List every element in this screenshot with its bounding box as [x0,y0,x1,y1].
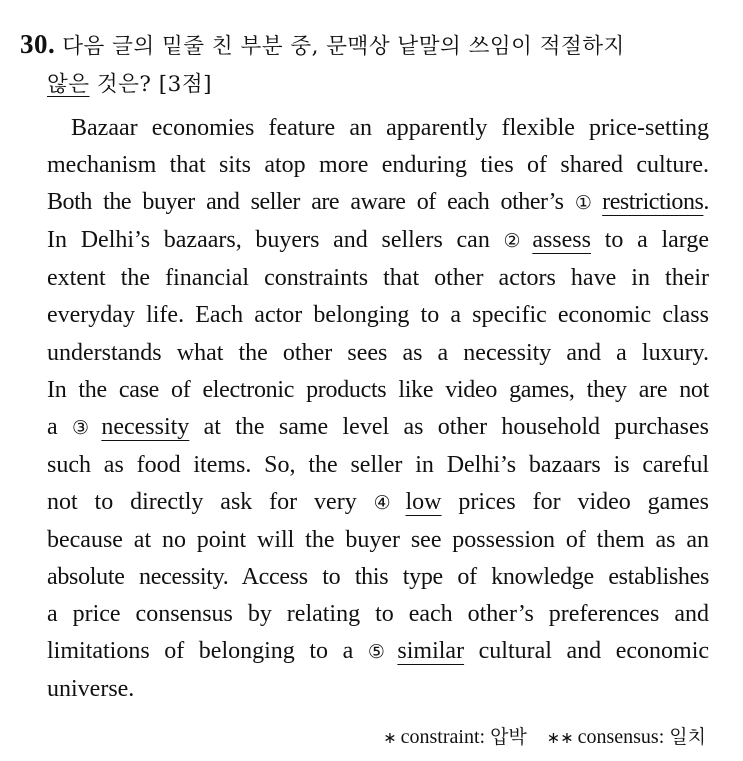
passage-line: universe. [47,676,135,703]
question-prompt-line1: 다음 글의 밑줄 친 부분 중, 문맥상 낱말의 쓰임이 적절하지 [62,34,625,59]
passage-text: cultural and economic [478,638,710,665]
choice-3-word: necessity [101,413,190,440]
question-prompt-rest: 것은? [3점] [89,72,213,97]
glossary [383,722,706,749]
passage-text: . [703,189,709,216]
passage-line: because at no point will the buyer see possession of them as an [47,527,709,554]
choice-5-marker: ⑤ [367,641,394,664]
passage-line: Bazaar economies feature an apparently flexible price-setting [71,115,709,141]
passage [47,110,709,709]
passage-line: In the case of electronic products like video games, they are not [47,376,709,403]
glossary-meaning: 일치 [669,726,706,748]
glossary-term: consensus: [577,726,665,748]
passage-text: limitations of belonging to a [47,638,354,665]
passage-line: everyday life. Each actor belonging to a specific economic class [47,302,709,329]
choice-3-marker: ③ [71,416,98,439]
passage-line: understands what the other sees as a necessity and a luxury. [47,339,709,366]
question-prompt-line2 [47,65,720,105]
choice-2-word: assess [532,227,591,254]
glossary-term: constraint: [400,726,486,748]
choice-1-word: restrictions [602,189,704,216]
choice-5-word: similar [397,638,465,665]
passage-line: a price consensus by relating to each other’s preferences and [47,601,709,628]
passage-text: prices for video games [458,488,709,515]
passage-line: absolute necessity. Access to this type of knowledge establishes [47,564,709,591]
choice-2-marker: ② [503,230,529,253]
question-header [20,24,720,105]
passage-line [47,222,709,260]
glossary-marker: ∗ [383,728,397,747]
glossary-meaning: 압박 [490,726,527,748]
question-number: 30. [20,29,56,59]
choice-4-word: low [405,488,442,515]
passage-line [47,633,709,671]
passage-line: mechanism that sits atop more enduring ties of shared culture. [47,152,709,179]
passage-text: not to directly ask for very [47,488,357,515]
question-prompt-emphasis: 않은 [47,72,90,97]
glossary-marker: ∗∗ [546,728,574,747]
passage-text: to a large [604,227,709,254]
passage-line: such as food items. So, the seller in Delhi’s bazaars is careful [47,451,709,478]
passage-text: at the same level as other household purchases [203,413,709,440]
passage-line: extent the financial constraints that other actors have in their [47,265,709,292]
passage-line [47,409,709,447]
choice-4-marker: ④ [373,491,402,514]
passage-text: In Delhi’s bazaars, buyers and sellers can [47,227,490,254]
passage-text: Both the buyer and seller are aware of each other’s [47,189,564,216]
passage-line [47,484,709,522]
choice-1-marker: ① [574,192,599,215]
passage-text: a [47,413,58,440]
passage-line [47,184,709,222]
